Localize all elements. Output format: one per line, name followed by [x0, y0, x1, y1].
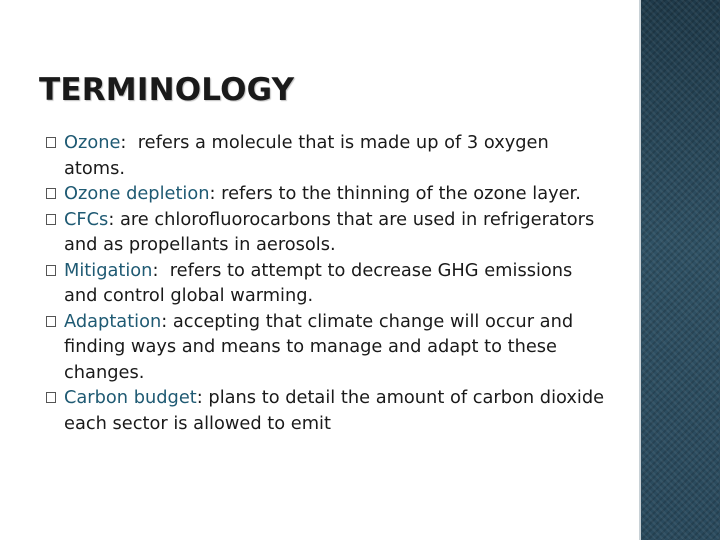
list-item-adaptation [45, 309, 605, 386]
square-bullet-icon [46, 188, 56, 199]
term-label: Ozone depletion [64, 183, 210, 204]
list-item-mitigation [45, 258, 605, 309]
term-label: CFCs [64, 208, 109, 230]
list-item-carbon-budget [45, 385, 616, 436]
term-separator: : [161, 310, 168, 332]
term-definition: accepting that climate change will occur and finding ways and means to manage and adapt to these changes. [64, 310, 579, 383]
term-definition: refers a molecule that is made up of 3 oxygen atoms. [64, 132, 555, 179]
term-separator: : [108, 208, 115, 230]
square-bullet-icon [46, 392, 56, 403]
term-definition: refers to attempt to decrease GHG emissions and control global warming. [64, 259, 578, 306]
term-label: Ozone [64, 132, 121, 153]
term-label: Adaptation [64, 310, 162, 332]
list-item-ozone-depletion [45, 181, 605, 207]
term-label: Mitigation [64, 259, 153, 281]
square-bullet-icon [46, 137, 56, 148]
term-definition: refers to the thinning of the ozone layer. [215, 183, 581, 204]
term-separator: : [209, 183, 216, 204]
term-definition: are chlorofluorocarbons that are used in refrigerators and as propellants in aerosols. [64, 208, 600, 255]
term-separator: : [120, 132, 127, 153]
slide-title: TERMINOLOGY [39, 72, 295, 108]
terminology-list [45, 130, 616, 436]
square-bullet-icon [46, 214, 56, 225]
square-bullet-icon [46, 265, 56, 276]
list-item-cfcs [45, 207, 605, 258]
decorative-side-panel [641, 0, 720, 540]
term-separator: : [196, 387, 203, 408]
term-label: Carbon budget [64, 387, 197, 408]
square-bullet-icon [46, 316, 56, 327]
term-definition: plans to detail the amount of carbon dioxide each sector is allowed to emit [64, 387, 616, 434]
term-separator: : [152, 259, 159, 281]
list-item-ozone [45, 130, 605, 181]
